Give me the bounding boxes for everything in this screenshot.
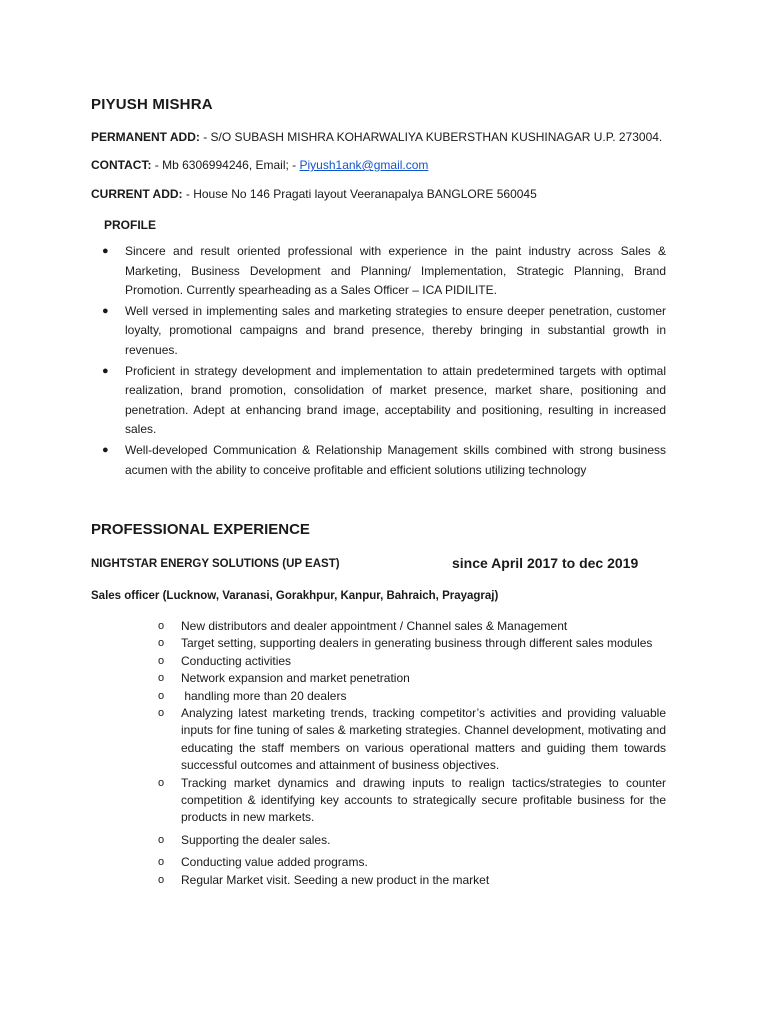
duties-list bbox=[156, 618, 666, 889]
current-address-label: CURRENT ADD: bbox=[91, 187, 183, 201]
email-link[interactable]: Piyush1ank@gmail.com bbox=[299, 158, 429, 172]
profile-list bbox=[100, 242, 666, 481]
employment-period: since April 2017 to dec 2019 bbox=[452, 555, 639, 571]
duty-item bbox=[156, 618, 666, 635]
duty-item bbox=[156, 832, 666, 849]
permanent-address-label: PERMANENT ADD: bbox=[91, 130, 200, 144]
circle-bullet-icon: o bbox=[158, 620, 165, 632]
duty-item bbox=[156, 670, 666, 687]
duty-text: Tracking market dynamics and drawing inputs to realign tactics/strategies to counter competition & identifying key accounts to strategically secure profitable business for the products in new markets. bbox=[181, 775, 666, 825]
circle-bullet-icon: o bbox=[158, 776, 165, 789]
circle-bullet-icon: o bbox=[158, 873, 165, 886]
duty-text: Analyzing latest marketing trends, tracking competitor’s activities and providing valuable inputs for fine tuning of sales & marketing strategies. Channel development, motivating and educating the staff members on various operational matters and guiding them towards successful outcomes and attainment of business objectives. bbox=[181, 706, 666, 773]
profile-item-text: Sincere and result oriented professional with experience in the paint industry across Sales & Marketing, Business Development and Planning/ Implementation, Strategic Planning, Brand Promotion. Currently spearheading as a Sales Officer – ICA PIDILITE. bbox=[125, 244, 666, 298]
profile-heading: PROFILE bbox=[104, 218, 157, 232]
duty-text: Regular Market visit. Seeding a new product in the market bbox=[181, 872, 490, 887]
bullet-icon: ● bbox=[102, 245, 109, 257]
profile-item bbox=[100, 441, 666, 480]
duty-item bbox=[156, 688, 666, 705]
candidate-name: PIYUSH MISHRA bbox=[91, 96, 213, 113]
duty-item bbox=[156, 854, 666, 871]
profile-item bbox=[100, 302, 666, 361]
contact-line bbox=[91, 158, 428, 172]
bullet-icon: ● bbox=[102, 364, 109, 377]
current-address-value: - House No 146 Pragati layout Veeranapalya BANGLORE 560045 bbox=[182, 187, 537, 201]
profile-item-text: Well versed in implementing sales and marketing strategies to ensure deeper penetration, customer loyalty, promotional campaigns and brand presence, thereby bringing in substantial growth in revenues. bbox=[125, 303, 666, 357]
duty-text: Supporting the dealer sales. bbox=[181, 832, 331, 847]
permanent-address bbox=[91, 130, 662, 144]
experience-heading: PROFESSIONAL EXPERIENCE bbox=[91, 521, 310, 538]
bullet-icon: ● bbox=[102, 443, 109, 456]
duty-item bbox=[156, 653, 666, 670]
current-address bbox=[91, 187, 537, 201]
duty-text: handling more than 20 dealers bbox=[181, 688, 347, 703]
bullet-icon: ● bbox=[102, 304, 109, 317]
contact-label: CONTACT: bbox=[91, 158, 152, 172]
circle-bullet-icon: o bbox=[158, 689, 165, 702]
profile-item-text: Proficient in strategy development and implementation to attain predetermined targets with optimal realization, brand promotion, consolidation of market presence, market share, positioning and penetration. Adept at enhancing brand image, acceptability and positioning, resulting in increased sales. bbox=[125, 363, 666, 437]
role-title: Sales officer (Lucknow, Varanasi, Gorakhpur, Kanpur, Bahraich, Prayagraj) bbox=[91, 590, 499, 602]
contact-value: - Mb 6306994246, Email; - bbox=[151, 158, 300, 172]
duty-text: New distributors and dealer appointment / Channel sales & Management bbox=[181, 619, 568, 633]
duty-item bbox=[156, 872, 666, 889]
circle-bullet-icon: o bbox=[158, 856, 165, 869]
duty-text: Network expansion and market penetration bbox=[181, 671, 410, 686]
company-name: NIGHTSTAR ENERGY SOLUTIONS (UP EAST) bbox=[91, 558, 340, 570]
profile-item bbox=[100, 362, 666, 440]
circle-bullet-icon: o bbox=[158, 672, 165, 685]
circle-bullet-icon: o bbox=[158, 637, 165, 650]
profile-item-text: Well-developed Communication & Relationship Management skills combined with strong business acumen with the ability to conceive profitable and efficient solutions utilizing technology bbox=[125, 442, 666, 477]
duty-item bbox=[156, 635, 666, 652]
duty-text: Target setting, supporting dealers in generating business through different sales modules bbox=[181, 636, 653, 651]
duty-item bbox=[156, 775, 666, 827]
circle-bullet-icon: o bbox=[158, 707, 165, 720]
profile-item bbox=[100, 242, 666, 301]
circle-bullet-icon: o bbox=[158, 654, 165, 667]
duty-item bbox=[156, 705, 666, 775]
duty-text: Conducting activities bbox=[181, 653, 292, 668]
circle-bullet-icon: o bbox=[158, 833, 165, 846]
duty-text: Conducting value added programs. bbox=[181, 855, 368, 870]
permanent-address-value: - S/O SUBASH MISHRA KOHARWALIYA KUBERSTHAN KUSHINAGAR U.P. 273004. bbox=[199, 130, 663, 144]
